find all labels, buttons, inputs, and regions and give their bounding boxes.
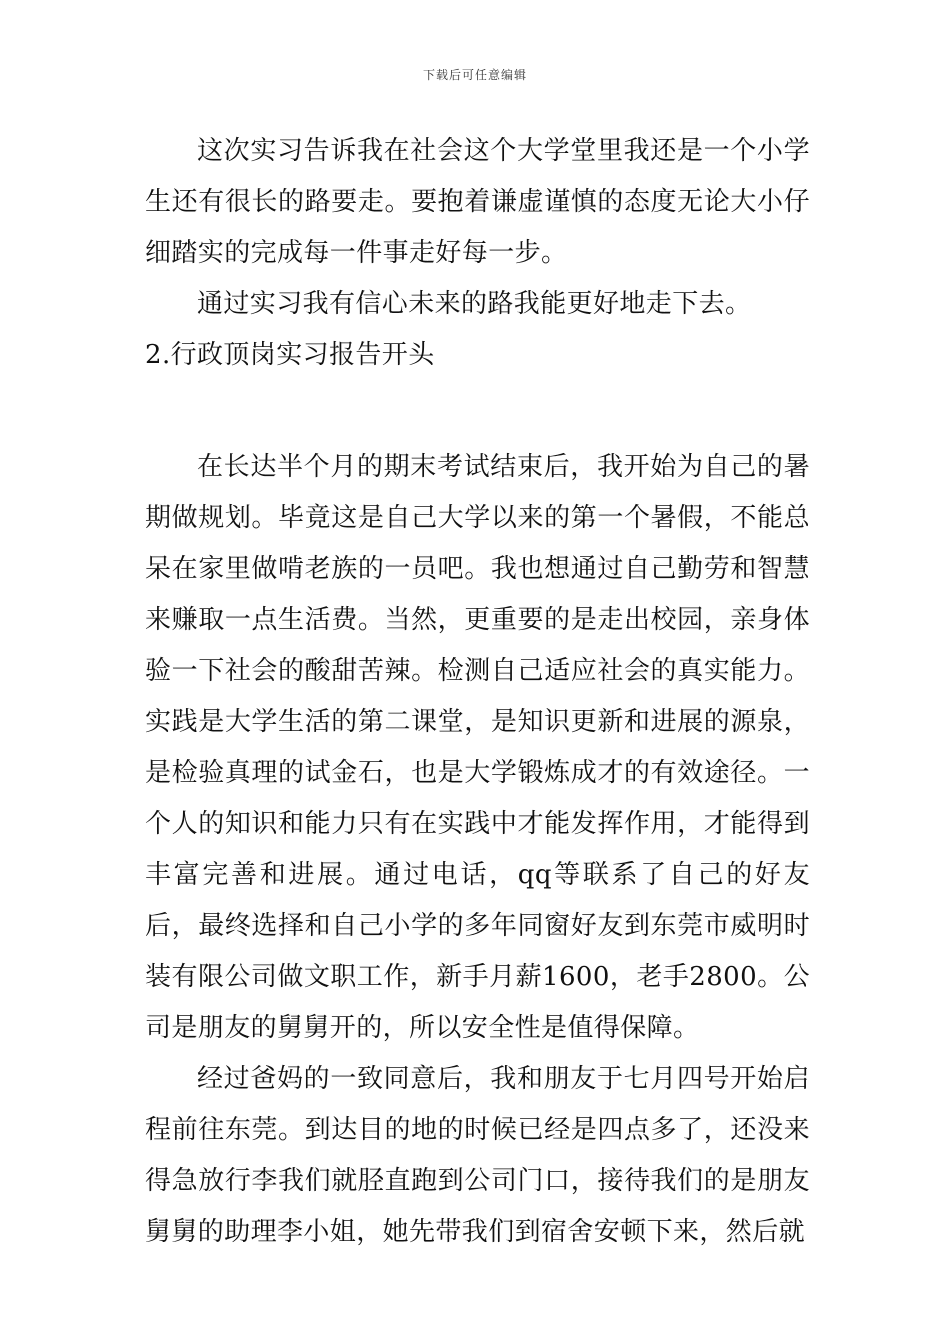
- section-spacer: [145, 381, 810, 442]
- paragraph-internship-lesson: 这次实习告诉我在社会这个大学堂里我还是一个小学生还有很长的路要走。要抱着谦虚谨慎的态度无论大小仔细踏实的完成每一件事走好每一步。: [145, 136, 810, 268]
- document-body: [145, 126, 810, 1258]
- header-note: 下载后可任意编辑: [422, 68, 527, 82]
- paragraph-summer-plan: 在长达半个月的期末考试结束后，我开始为自己的暑期做规划。毕竟这是自己大学以来的第一个暑假，不能总呆在家里做啃老族的一员吧。我也想通过自己勤劳和智慧来赚取一点生活费。当然，更重要的是走出校园，亲身体验一下社会的酸甜苦辣。检测自己适应社会的真实能力。实践是大学生活的第二课堂，是知识更新和进展的源泉，是检验真理的试金石，也是大学锻炼成才的有效途径。一个人的知识和能力只有在实践中才能发挥作用，才能得到丰富完善和进展。通过电话，qq等联系了自己的好友后，最终选择和自己小学的多年同窗好友到东莞市威明时装有限公司做文职工作，新手月薪1600，老手2800。公司是朋友的舅舅开的，所以安全性是值得保障。: [145, 452, 810, 1043]
- paragraph-journey: 经过爸妈的一致同意后，我和朋友于七月四号开始启程前往东莞。到达目的地的时候已经是四点多了，还没来得急放行李我们就胫直跑到公司门口，接待我们的是朋友舅舅的助理李小姐，她先带我们到宿舍安顿下来，然后就: [145, 1064, 810, 1247]
- section-heading: 2.行政顶岗实习报告开头: [145, 340, 435, 370]
- paragraph-confidence: 通过实习我有信心未来的路我能更好地走下去。: [197, 289, 752, 319]
